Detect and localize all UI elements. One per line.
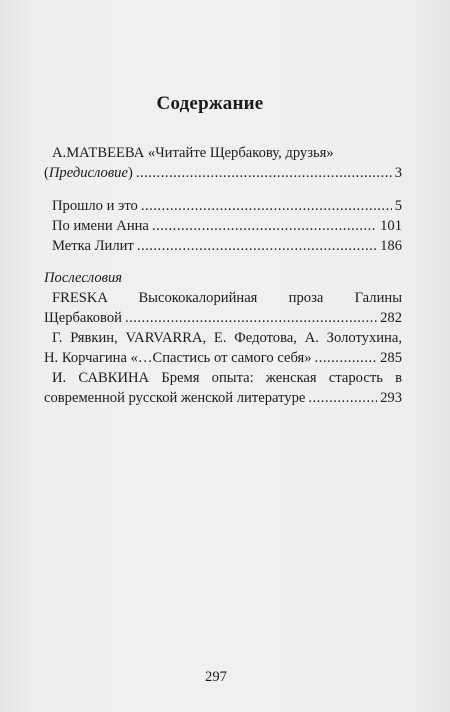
toc-line <box>44 308 402 328</box>
toc-line <box>44 328 402 348</box>
toc-entry-text: Метка Лилит <box>52 238 134 254</box>
dot-leader <box>141 196 392 216</box>
toc-entry-text: современной русской женской литературе <box>44 390 306 406</box>
toc-entry-text: По имени Анна <box>52 218 149 234</box>
toc-line <box>44 368 402 388</box>
toc-entry-text: Г. Рявкин, VARVARRA, Е. Федотова, А. Золотухина, <box>52 330 402 346</box>
toc-entry-text: (Предисловие) <box>44 165 133 181</box>
page-number: 297 <box>205 669 227 685</box>
toc-entry-text: Щербаковой <box>44 310 122 326</box>
section-heading: Послесловия <box>44 270 123 286</box>
toc-line <box>44 288 402 308</box>
toc-entry-text: Прошло и это <box>52 198 138 214</box>
toc-page-number: 293 <box>380 390 402 406</box>
dot-leader <box>152 216 377 236</box>
toc-page-number: 186 <box>380 238 402 254</box>
toc-line <box>44 388 402 408</box>
dot-leader <box>308 388 377 408</box>
toc-entry-text: Н. Корчагина «…Спастись от самого себя» <box>44 350 312 366</box>
toc-line <box>44 196 402 216</box>
toc-entry-text: А.МАТВЕЕВА «Читайте Щербакову, друзья» <box>52 145 334 161</box>
dot-leader <box>315 348 378 368</box>
dot-leader <box>136 163 392 183</box>
page-title: Содержание <box>156 93 264 114</box>
toc-line <box>44 268 402 288</box>
dot-leader <box>125 308 377 328</box>
toc-entry-italic: Предисловие <box>48 165 128 181</box>
toc-page-number: 101 <box>380 218 402 234</box>
toc-line <box>44 348 402 368</box>
toc-page-number: 5 <box>394 198 402 214</box>
toc-line <box>44 216 402 236</box>
toc-preface-entry <box>44 143 402 183</box>
toc-line <box>44 163 402 183</box>
dot-leader <box>137 236 377 256</box>
toc-page-number: 282 <box>380 310 402 326</box>
toc-page-number: 285 <box>380 350 402 366</box>
toc-entry-text: FRESKA Высококалорийная проза Галины <box>52 290 402 306</box>
toc-entry-text: И. САВКИНА Бремя опыта: женская старость в <box>52 370 402 386</box>
toc-works-group <box>44 196 402 256</box>
toc-line <box>44 143 402 163</box>
toc-line <box>44 236 402 256</box>
toc-afterwords-group <box>44 268 402 408</box>
toc-page-number: 3 <box>394 165 402 181</box>
